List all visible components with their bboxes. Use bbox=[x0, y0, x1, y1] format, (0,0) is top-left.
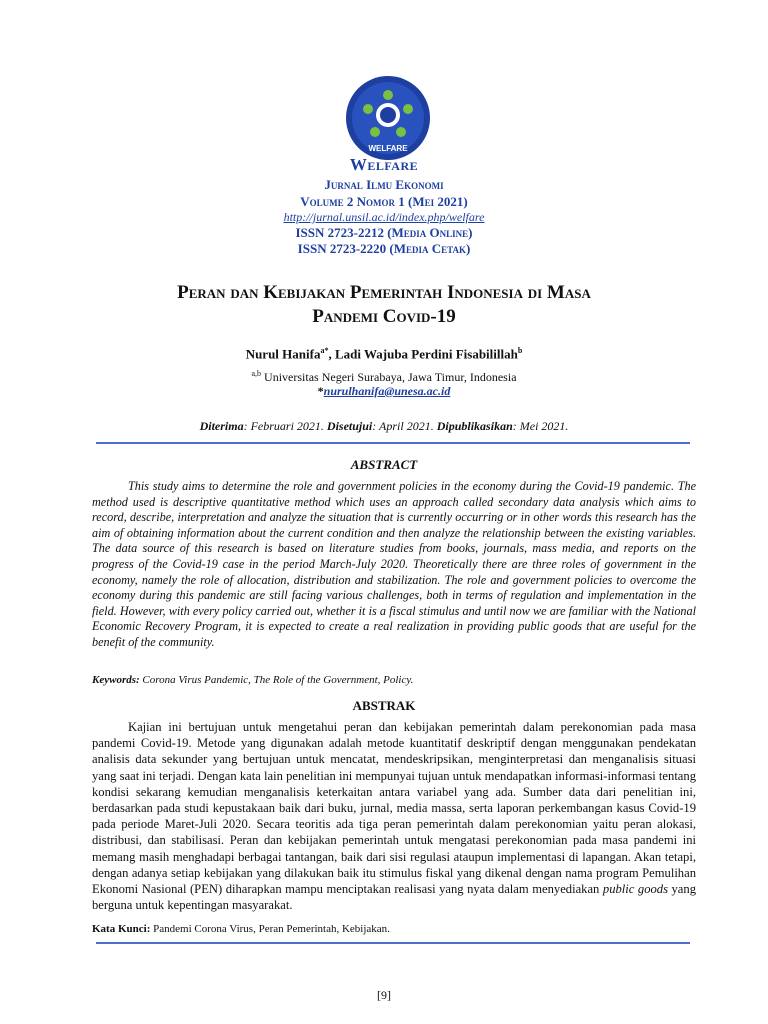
published-date: : Mei 2021. bbox=[512, 419, 569, 433]
divider-top bbox=[96, 442, 690, 444]
affiliation-text: Universitas Negeri Surabaya, Jawa Timur, Indonesia bbox=[264, 370, 517, 384]
issn-print: ISSN 2723-2220 (Media Cetak) bbox=[297, 241, 471, 256]
keywords-text: Corona Virus Pandemic, The Role of the Government, Policy. bbox=[139, 674, 414, 686]
author-1: Nurul Hanifa bbox=[245, 346, 321, 362]
author-1-sup: a* bbox=[320, 346, 329, 355]
abstrak-body-italic: public goods bbox=[602, 882, 668, 897]
affiliation bbox=[0, 369, 768, 385]
abstrak-body-main: Kajian ini bertujuan untuk mengetahui peran dan kebijakan pemerintah dalam perekonomian pada masa pandemi Covid-19. Metode yang digunakan adalah metode kuantitatif deskriptif dengan menggunakan pendekatan analisis data sekunder yang bertujuan untuk mencatat, mendeskripsikan, menginterpretasi dan menganalisis situasi yang saat ini terjadi. Dengan kata lain penelitian ini mempunyai tujuan untuk mendapatkan informasi-informasi tentang kondisi sekarang kemudian menganalisis keterkaitan antara variabel yang ada. Sumber data dari penelitian ini, berdasarkan pada studi kepustakaan baik dari buku, jurnal, media massa, serta laporan perkembangan kasus Covid-19 pada periode Maret-Juli 2020. Secara teoritis ada tiga peran pemerintah dalam perekonomian yaitu peran alokasi, distribusi, dan stabilisasi. Peran dan kebijakan pemerintah untuk mengatasi perekonomian pada masa pandemi ini memang masih menghadapi berbagai tantangan, baik dari sisi regulasi ataupun implementasi di lapangan. Akan tetapi, dengan adanya setiap kebijakan yang dilakukan baik itu stimulus fiskal yang dikenal dengan nama program Pemulihan Ekonomi Nasional (PEN) diharapkan mampu menciptakan realisasi yang nyata dalam menyediakan bbox=[92, 720, 696, 897]
affiliation-sup: a,b bbox=[251, 369, 262, 378]
abstract-body: This study aims to determine the role and government policies in the economy during the Covid-19 pandemic. The method used is descriptive quantitative method which uses an approach called secondary data analysis which aims to record, describe, interpretation and analyze the situation that is currently occurring or in other words this research has the aim of obtaining information about the current condition and then analyze the relationship between the existing variables. The data source of this research is based on literature studies from books, journals, mass media, and reports on the progress of the Covid-19 case in the period March-July 2020. Theoretically there are three roles of government in the economy, namely the role of allocation, distribution and stabilization. The role and government policies to overcome the economy during this pandemic are still facing various challenges, both in terms of regulation and implementation in the field. However, with every policy carried out, whether it is a fiscal stimulus and until now we are familiar with the National Economic Recovery Program, it is expected to create a real realization in providing public goods that are useful for the benefit of the community. bbox=[92, 479, 696, 649]
article-title-line1: Peran dan Kebijakan Pemerintah Indonesia di Masa bbox=[177, 282, 591, 303]
abstrak-body-end: yang berguna untuk kepentingan masyarakat. bbox=[92, 882, 696, 913]
approved-date: : April 2021. bbox=[372, 419, 437, 433]
abstract-heading: ABSTRACT bbox=[350, 457, 418, 472]
journal-url-link[interactable]: http://jurnal.unsil.ac.id/index.php/welfare bbox=[283, 210, 485, 224]
author-2: Ladi Wajuba Perdini Fisabilillah bbox=[334, 346, 518, 362]
keywords-label: Keywords: bbox=[92, 674, 140, 686]
kata-kunci bbox=[92, 923, 696, 935]
email-prefix: * bbox=[317, 384, 324, 398]
author-list bbox=[0, 346, 768, 362]
kata-kunci-text: Pandemi Corona Virus, Peran Pemerintah, Kebijakan. bbox=[150, 923, 390, 935]
corresponding-email bbox=[0, 384, 768, 399]
keywords bbox=[92, 674, 696, 686]
abstrak-heading: ABSTRAK bbox=[352, 698, 416, 713]
received-label: Diterima bbox=[199, 419, 244, 433]
issn-online: ISSN 2723-2212 (Media Online) bbox=[295, 225, 473, 240]
approved-label: Disetujui bbox=[326, 419, 373, 433]
article-dates bbox=[0, 419, 768, 434]
author-2-sup: b bbox=[517, 346, 523, 355]
abstrak-body bbox=[92, 719, 696, 913]
page-number: [9] bbox=[377, 988, 391, 1002]
logo-text: WELFARE bbox=[368, 144, 408, 153]
divider-bottom bbox=[96, 942, 690, 944]
email-link[interactable]: nurulhanifa@unesa.ac.id bbox=[323, 384, 451, 398]
received-date: : Februari 2021. bbox=[243, 419, 327, 433]
article-title-line2: Pandemi Covid-19 bbox=[312, 306, 456, 327]
article-title bbox=[80, 281, 688, 329]
kata-kunci-label: Kata Kunci: bbox=[92, 923, 151, 935]
published-label: Dipublikasikan bbox=[436, 419, 513, 433]
journal-name: Welfare bbox=[349, 155, 419, 174]
welfare-logo bbox=[345, 75, 431, 161]
author-separator: , bbox=[328, 346, 335, 362]
journal-subtitle: Jurnal Ilmu Ekonomi bbox=[324, 177, 444, 192]
journal-volume: Volume 2 Nomor 1 (Mei 2021) bbox=[300, 194, 468, 209]
